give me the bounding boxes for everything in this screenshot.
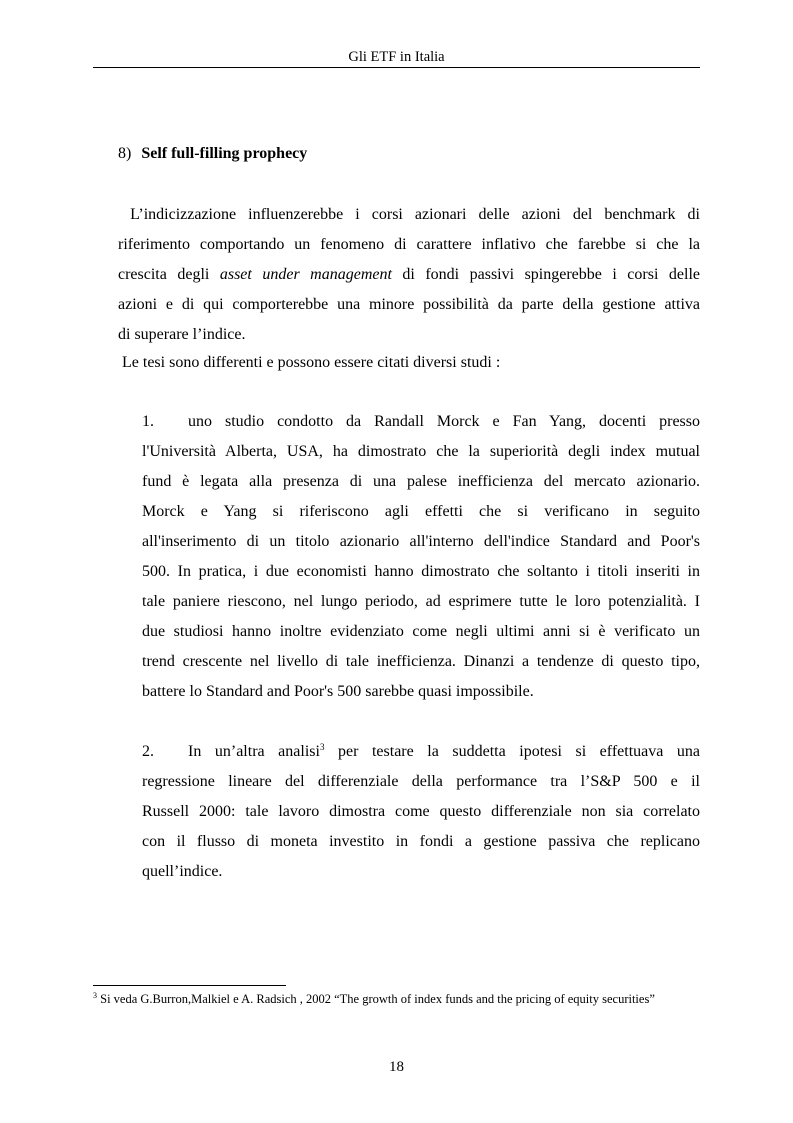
list-marker-1: 1. — [142, 413, 154, 430]
list-item-1-line-9: trend crescente nel livello di tale inefficienza. Dinanzi a tendenze di questo tipo, — [142, 653, 700, 670]
list-marker-2: 2. — [142, 743, 154, 760]
list-item-2-line-4: con il flusso di moneta investito in fondi a gestione passiva che replicano — [142, 833, 700, 850]
intro-line-3-b: di fondi passivi spingerebbe i corsi delle — [391, 266, 701, 283]
footnote-reference[interactable]: 3 — [319, 742, 325, 752]
list-item-2-line-5: quell’indice. — [142, 863, 223, 880]
tesi-line: Le tesi sono differenti e possono essere citati diversi studi : — [122, 354, 501, 371]
intro-line — [118, 200, 700, 230]
section-title: Self full-filling prophecy — [141, 145, 308, 162]
list-item-1-line-10: battere lo Standard and Poor's 500 sarebbe quasi impossibile. — [142, 683, 534, 700]
list-item-1-line-7: tale paniere riescono, nel lungo periodo, ad esprimere tutte le loro potenzialità. I — [142, 593, 700, 610]
list-item-1-line-4: Morck e Yang si riferiscono agli effetti che si verificano in seguito — [142, 503, 700, 520]
header-rule — [93, 67, 700, 68]
list-item-1-line-2: l'Università Alberta, USA, ha dimostrato che la superiorità degli index mutual — [142, 443, 700, 460]
asset-under-management-emphasis: asset under management — [219, 266, 392, 283]
intro-line-4: azioni e di qui comporterebbe una minore possibilità da parte della gestione attiva — [118, 296, 700, 313]
list-item-2-text-1a: In un’altra analisi — [188, 743, 320, 760]
list-item-1-line-6: 500. In pratica, i due economisti hanno dimostrato che soltanto i titoli inseriti in — [142, 563, 700, 580]
page-number: 18 — [389, 1059, 404, 1075]
intro-line-2: riferimento comportando un fenomeno di carattere inflativo che farebbe si che la — [118, 236, 700, 253]
list-item-1-line-1 — [142, 407, 700, 437]
footnote-mark: 3 — [93, 991, 97, 1000]
intro-line-5: di superare l’indice. — [118, 326, 246, 343]
intro-line-3 — [118, 260, 700, 290]
list-item-1-line-8: due studiosi hanno inoltre evidenziato come negli ultimi anni si è verificato un — [142, 623, 700, 640]
intro-line-3-a: crescita degli — [118, 266, 220, 283]
running-header: Gli ETF in Italia — [348, 49, 445, 65]
section-number: 8) — [118, 145, 132, 162]
list-item-2-line-1 — [142, 737, 700, 767]
footnote — [93, 991, 713, 1007]
list-item-2-line-3: Russell 2000: tale lavoro dimostra come questo differenziale non sia correlato — [142, 803, 700, 820]
footnote-rule — [93, 985, 286, 986]
footnote-text: Si veda G.Burron,Malkiel e A. Radsich , 2002 “The growth of index funds and the pricing of equity securities” — [97, 992, 655, 1006]
list-item-2-line-2: regressione lineare del differenziale della performance tra l’S&P 500 e il — [142, 773, 700, 790]
list-item-1-line-5: all'inserimento di un titolo azionario all'interno dell'indice Standard and Poor's — [142, 533, 700, 550]
list-item-1 — [142, 407, 700, 707]
list-item-2-text-1b: per testare la suddetta ipotesi si effettuava una — [324, 743, 701, 760]
tesi-paragraph — [122, 348, 704, 378]
list-item-1-line-3: fund è legata alla presenza di una palese inefficienza del mercato azionario. — [142, 473, 700, 490]
section-heading — [118, 143, 307, 165]
intro-line-1: L’indicizzazione influenzerebbe i corsi azionari delle azioni del benchmark di — [130, 206, 701, 223]
list-item-1-text-1: uno studio condotto da Randall Morck e Fan Yang, docenti presso — [188, 413, 700, 430]
list-item-2 — [142, 737, 700, 887]
intro-paragraph — [118, 200, 700, 350]
